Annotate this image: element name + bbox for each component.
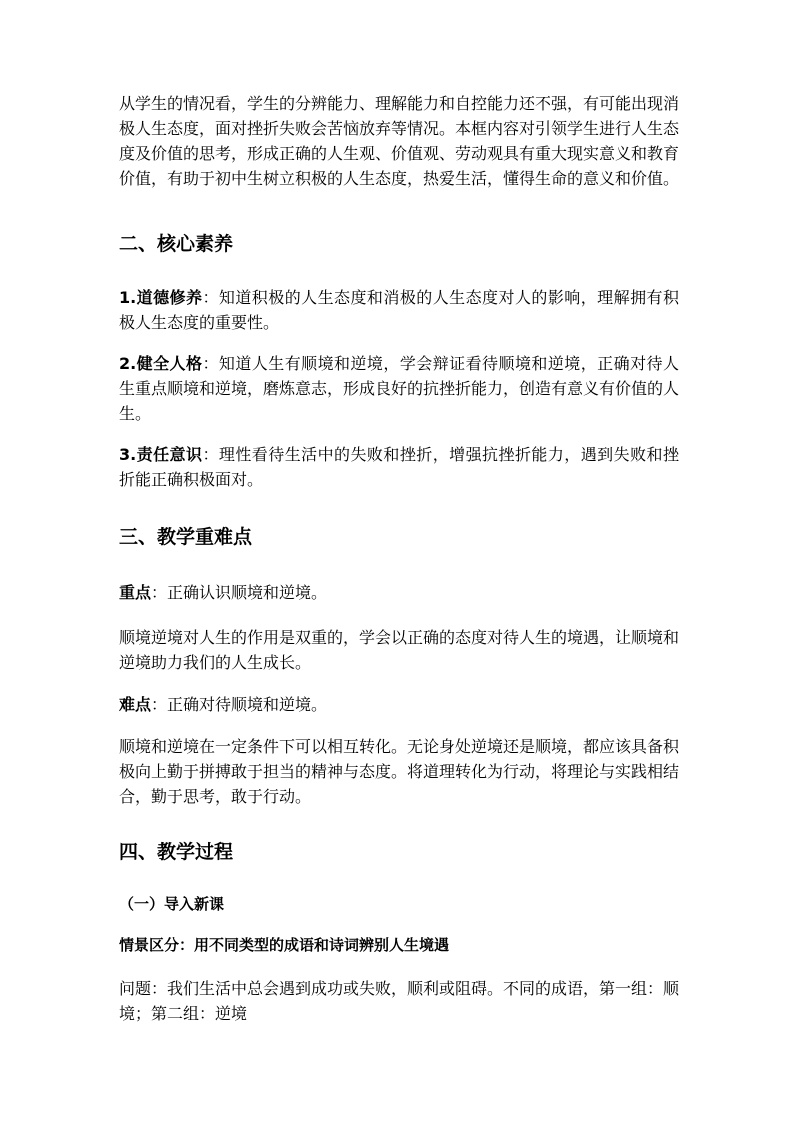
document-content [119, 91, 679, 1026]
question-paragraph: 问题：我们生活中总会遇到成功或失败，顺利或阻碍。不同的成语，第一组：顺境；第二组：逆境 [119, 979, 680, 1023]
section-heading-key-difficult: 三、教学重难点 [119, 526, 253, 548]
key-point [119, 580, 679, 605]
section-heading-core-literacy: 二、核心素养 [119, 233, 234, 255]
core-item-label: 2.健全人格 [119, 354, 203, 373]
core-item-text: 知道人生有顺境和逆境，学会辩证看待顺境和逆境，正确对待人生重点顺境和逆境，磨炼意志，形成良好的抗挫折能力，创造有意义有价值的人生。 [119, 354, 680, 423]
core-item-moral [119, 285, 679, 335]
core-item-sep: ： [202, 445, 219, 464]
key-point-label: 重点 [119, 583, 152, 602]
difficult-point-text: 正确对待顺境和逆境。 [167, 695, 328, 714]
key-point-description: 顺境逆境对人生的作用是双重的，学会以正确的态度对待人生的境遇，让顺境和逆境助力我们的人生成长。 [119, 628, 680, 672]
difficult-point [119, 692, 679, 717]
core-item-text: 理性看待生活中的失败和挫折，增强抗挫折能力，遇到失败和挫折能正确积极面对。 [119, 445, 679, 489]
key-point-text: 正确认识顺境和逆境。 [167, 583, 328, 602]
core-item-text: 知道积极的人生态度和消极的人生态度对人的影响，理解拥有积极人生态度的重要性。 [119, 288, 679, 332]
intro-paragraph: 从学生的情况看，学生的分辨能力、理解能力和自控能力还不强，有可能出现消极人生态度，面对挫折失败会苦恼放弃等情况。本框内容对引领学生进行人生态度及价值的思考，形成正确的人生观、价值观、劳动观具有重大现实意义和教育价值，有助于初中生树立积极的人生态度，热爱生活，懂得生命的意义和价值。 [119, 94, 680, 188]
key-point-sep: ： [151, 583, 168, 602]
difficult-point-label: 难点 [119, 695, 152, 714]
core-item-label: 1.道德修养 [119, 288, 203, 307]
core-item-sep: ： [202, 354, 219, 373]
difficult-point-sep: ： [151, 695, 168, 714]
section-heading-teaching-process: 四、教学过程 [119, 841, 234, 863]
core-item-personality [119, 351, 679, 426]
subsection-heading-intro: （一）导入新课 [119, 895, 225, 913]
difficult-point-description: 顺境和逆境在一定条件下可以相互转化。无论身处逆境还是顺境，都应该具备积极向上勤于拼搏敢于担当的精神与态度。将道理转化为行动，将理论与实践相结合，勤于思考，敢于行动。 [119, 737, 680, 806]
core-item-responsibility [119, 442, 679, 492]
core-item-sep: ： [202, 288, 219, 307]
activity-title: 情景区分：用不同类型的成语和诗词辨别人生境遇 [119, 936, 450, 954]
core-item-label: 3.责任意识 [119, 445, 203, 464]
